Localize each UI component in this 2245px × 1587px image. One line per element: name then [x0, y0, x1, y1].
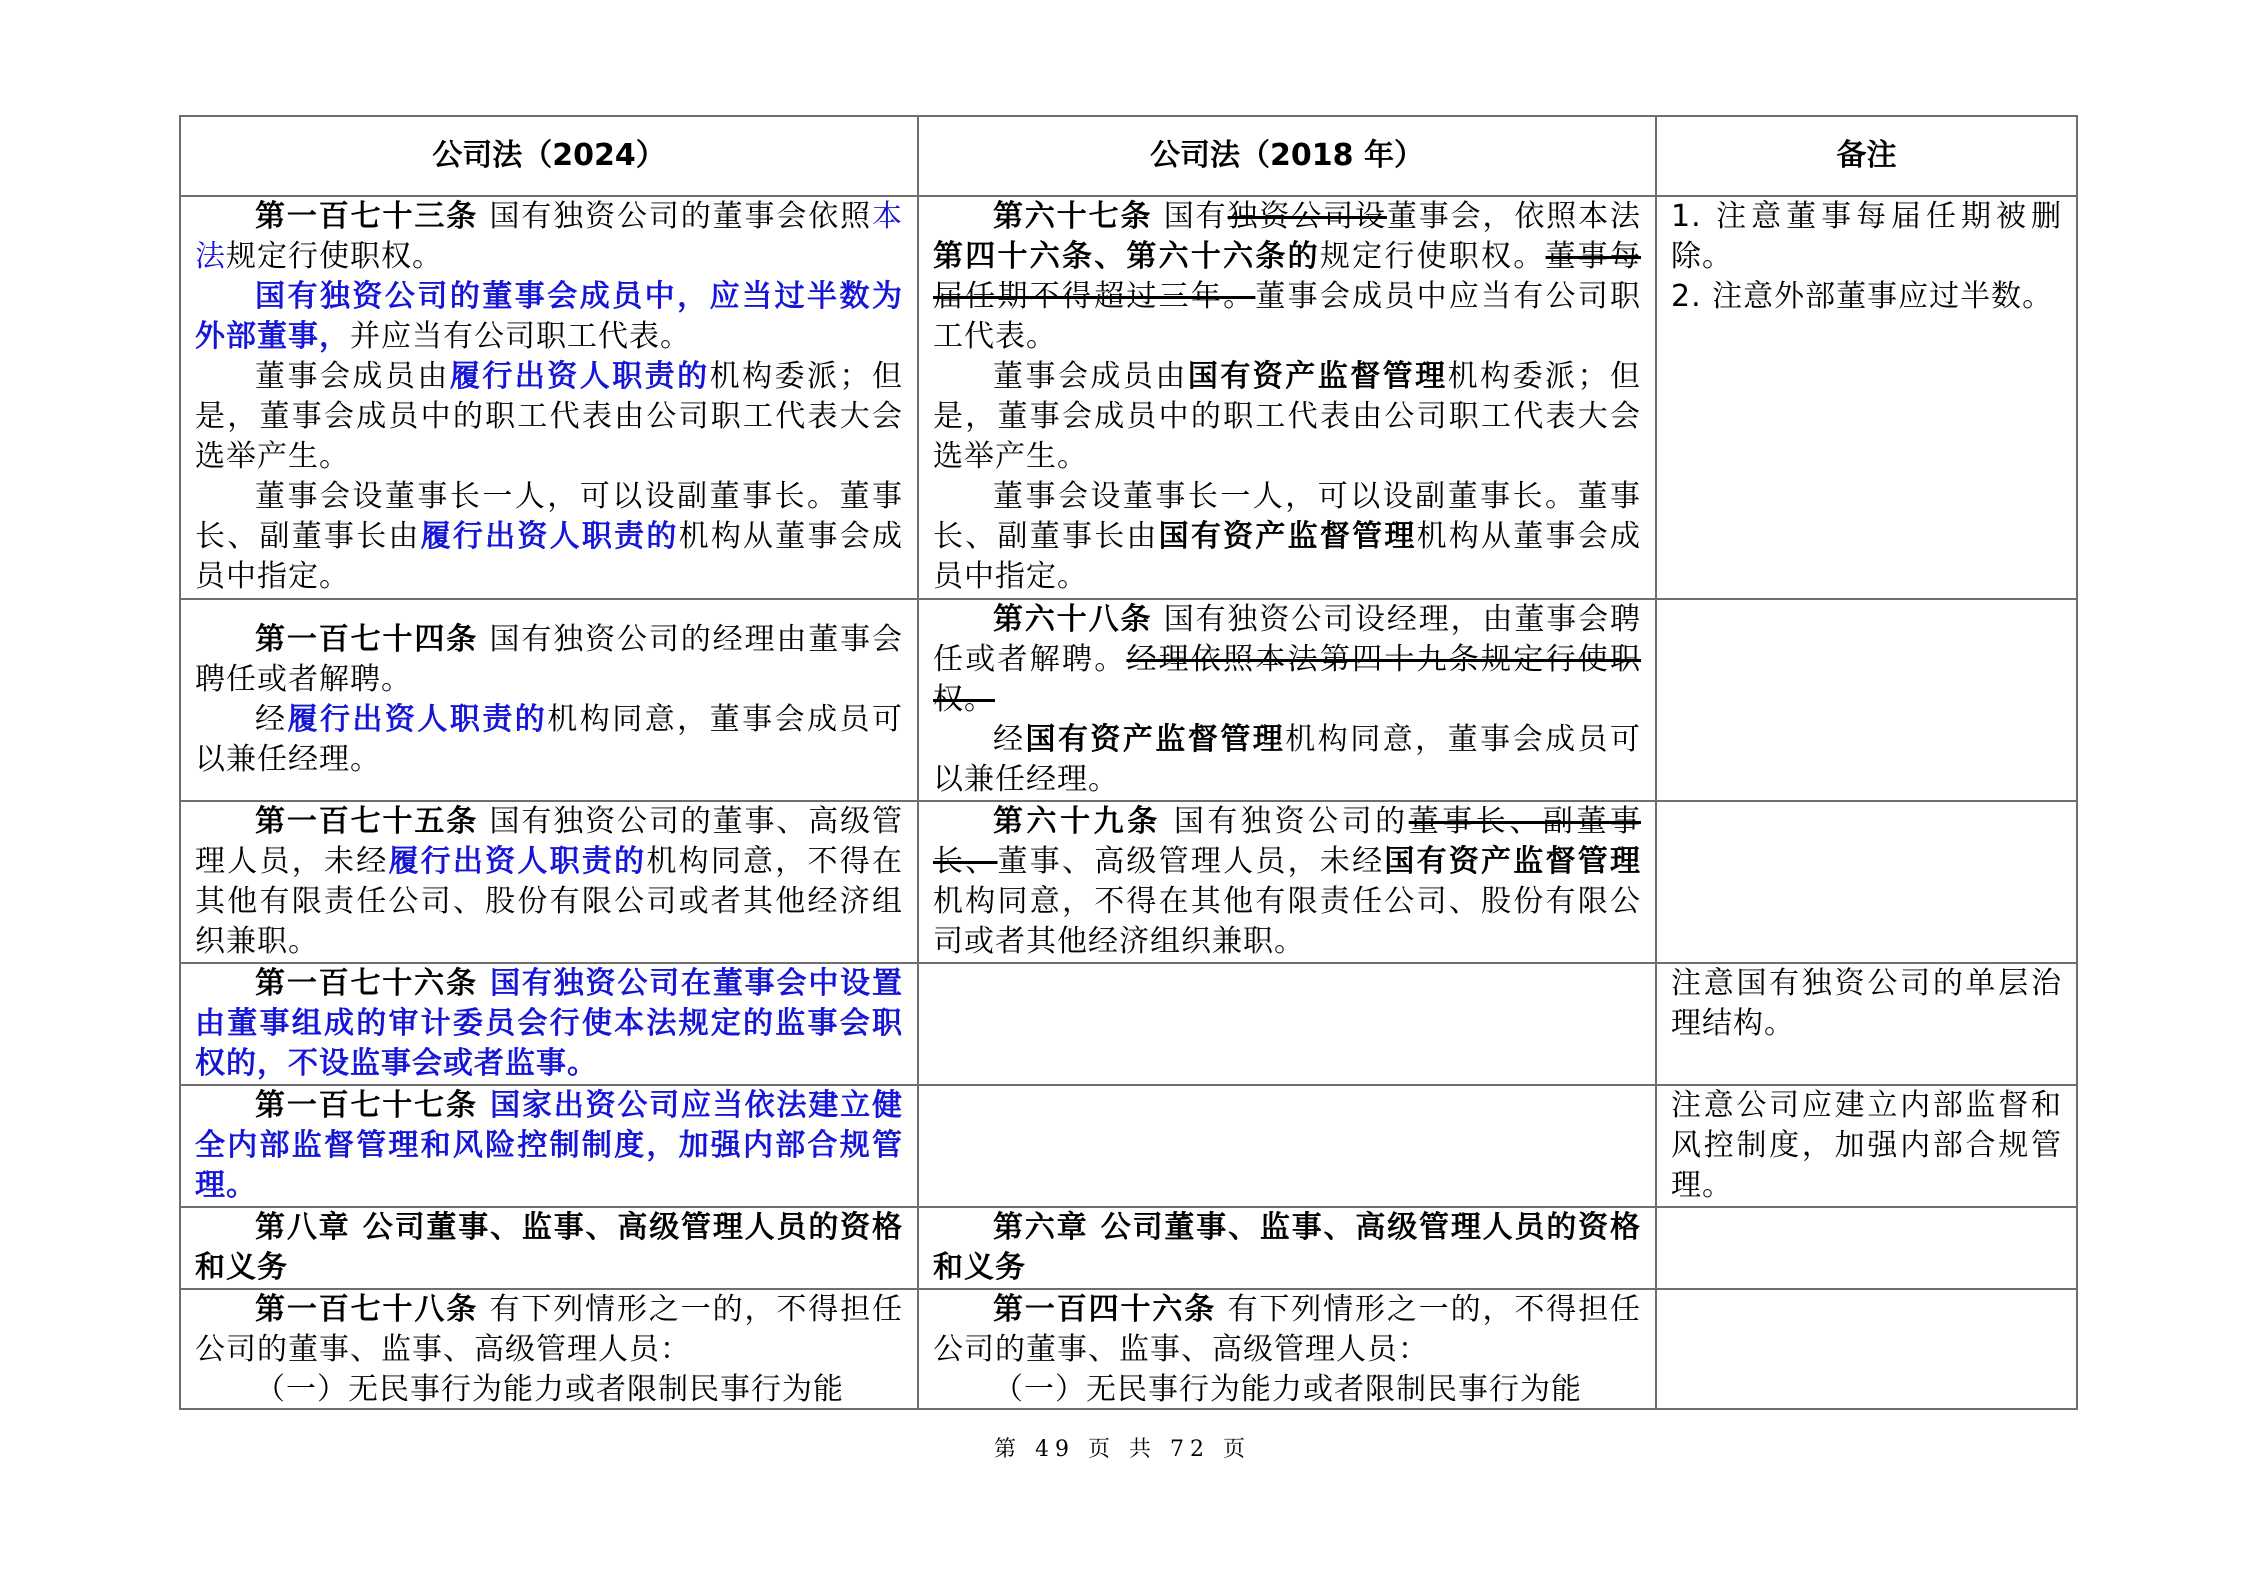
paragraph: [933, 357, 1641, 477]
deleted-text: 董事长、副董事长、: [933, 804, 1642, 879]
text: 并应当有公司职工代表。: [350, 319, 691, 354]
deleted-text: 独资公司设: [1227, 199, 1387, 234]
text: 有下列情形之一的，不得担任公司的董事、监事、高级管理人员：: [933, 1292, 1641, 1367]
cell-notes: [1656, 1207, 2077, 1289]
paragraph: [195, 197, 903, 277]
table-row: [180, 196, 2077, 599]
cell-2024: [180, 963, 918, 1085]
text: 董事会成员由: [255, 359, 450, 394]
cell-2018: [918, 1207, 1656, 1289]
cell-2024: [180, 599, 918, 801]
chapter-heading: 第八章 公司董事、监事、高级管理人员的资格和义务: [195, 1210, 903, 1285]
text: 规定行使职权。: [226, 239, 443, 274]
cell-notes: [1656, 963, 2077, 1085]
paragraph: [195, 357, 903, 477]
article-number: 第一百四十六条: [993, 1292, 1217, 1327]
text: 经: [255, 702, 288, 737]
cell-notes: [1656, 599, 2077, 801]
added-text: 国有独资公司在董事会中设置由董事组成的审计委员会行使本法规定的监事会职权的，不设监事会或者监事。: [195, 966, 903, 1081]
paragraph: （一）无民事行为能力或者限制民事行为能: [993, 1372, 1582, 1407]
text: 机构同意，不得在其他有限责任公司、股份有限公司或者其他经济组织兼职。: [933, 884, 1641, 959]
table-row: [180, 1085, 2077, 1207]
changed-text: 履行出资人职责的: [420, 519, 679, 554]
text: 国有独资公司的经理由董事会聘任或者解聘。: [195, 622, 903, 697]
text: 机构委派；但是，董事会成员中的职工代表由公司职工代表大会选举产生。: [933, 359, 1642, 474]
changed-text: 履行出资人职责的: [388, 844, 647, 879]
paragraph: [195, 700, 903, 780]
changed-text: 国有资产监督管理: [1025, 722, 1286, 757]
table-header-row: [180, 116, 2077, 196]
added-text: 国有独资公司的董事会成员中，应当过半数为外部董事，: [195, 279, 903, 354]
text: 董事会设董事长一人，可以设副董事长。董事长、副董事长由: [933, 479, 1641, 554]
changed-text: 国有资产监督管理: [1187, 359, 1448, 394]
cell-2024: [180, 1085, 918, 1207]
paragraph: [195, 477, 903, 597]
note-item: 注意国有独资公司的单层治理结构。: [1671, 966, 2062, 1041]
cell-2024: [180, 196, 918, 599]
article-number: 第六十九条: [993, 804, 1161, 839]
text: 国有独资公司的: [1160, 804, 1409, 839]
paragraph: [933, 600, 1641, 720]
header-2024: 公司法（2024）: [180, 116, 918, 196]
paragraph: （一）无民事行为能力或者限制民事行为能: [255, 1372, 844, 1407]
cell-notes: [1656, 1085, 2077, 1207]
cell-2018: [918, 801, 1656, 963]
cell-2018: [918, 1085, 1656, 1207]
cell-2018: [918, 599, 1656, 801]
changed-text: 国有资产监督管理: [1158, 519, 1417, 554]
text: 国有独资公司的董事会依照: [478, 199, 872, 234]
comparison-table: [179, 115, 2078, 1410]
table-row: [180, 1289, 2077, 1409]
paragraph: [195, 620, 903, 700]
cell-2018: [918, 1289, 1656, 1409]
paragraph: [933, 720, 1641, 800]
article-number: 第六十七条: [993, 199, 1153, 234]
deleted-text: 董事每届任期不得超过三年。: [933, 239, 1642, 314]
cell-2024: [180, 1289, 918, 1409]
cell-notes: [1656, 1289, 2077, 1409]
cell-2018: [918, 196, 1656, 599]
paragraph: [933, 197, 1641, 357]
text: 董事会成员由: [993, 359, 1188, 394]
paragraph: [195, 1290, 903, 1370]
changed-text: 第四十六条、第六十六条的: [933, 239, 1320, 274]
paragraph: [195, 964, 903, 1084]
changed-text: 国有资产监督管理: [1384, 844, 1642, 879]
paragraph: [933, 802, 1641, 962]
article-number: 第一百七十八条: [255, 1292, 479, 1327]
article-number: 第一百七十五条: [255, 804, 479, 839]
text: 国有: [1152, 199, 1228, 234]
text: 机构从董事会成员中指定。: [195, 519, 904, 594]
page-footer: 第 49 页 共 72 页: [994, 1437, 1251, 1462]
text: 董事、高级管理人员，未经: [997, 844, 1385, 879]
text: 国有独资公司的董事、高级管理人员，未经: [195, 804, 903, 879]
text: 机构从董事会成员中指定。: [933, 519, 1642, 594]
changed-text: 本法: [195, 199, 903, 274]
text: 国有独资公司设经理，由董事会聘任或者解聘。: [933, 602, 1642, 677]
changed-text: 履行出资人职责的: [449, 359, 710, 394]
cell-2024: [180, 1207, 918, 1289]
text: 机构同意，董事会成员可以兼任经理。: [933, 722, 1642, 797]
paragraph: [195, 1086, 903, 1206]
paragraph: [195, 277, 903, 357]
text: 董事会成员中应当有公司职工代表。: [933, 279, 1642, 354]
cell-2024: [180, 801, 918, 963]
note-item: 注意公司应建立内部监督和风控制度，加强内部合规管理。: [1671, 1088, 2062, 1203]
text: 董事会设董事长一人，可以设副董事长。董事长、副董事长由: [195, 479, 903, 554]
cell-notes: [1656, 196, 2077, 599]
added-text: 国家出资公司应当依法建立健全内部监督管理和风险控制制度，加强内部合规管理。: [195, 1088, 903, 1203]
changed-text: 履行出资人职责的: [287, 702, 548, 737]
text: 规定行使职权。: [1319, 239, 1546, 274]
paragraph: [933, 477, 1641, 597]
text: 有下列情形之一的，不得担任公司的董事、监事、高级管理人员：: [195, 1292, 903, 1367]
article-number: 第一百七十七条: [255, 1088, 478, 1123]
text: 董事会，依照本法: [1386, 199, 1642, 234]
article-number: 第六十八条: [993, 602, 1153, 637]
text: 机构同意，董事会成员可以兼任经理。: [195, 702, 904, 777]
text: 经: [993, 722, 1026, 757]
table-row: [180, 599, 2077, 801]
header-notes: 备注: [1656, 116, 2077, 196]
text: 机构委派；但是，董事会成员中的职工代表由公司职工代表大会选举产生。: [195, 359, 904, 474]
paragraph: [195, 802, 903, 962]
cell-notes: [1656, 801, 2077, 963]
article-number: 第一百七十三条: [255, 199, 479, 234]
deleted-text: 经理依照本法第四十九条规定行使职权。: [933, 642, 1642, 717]
header-2018: 公司法（2018 年）: [918, 116, 1656, 196]
article-number: 第一百七十六条: [255, 966, 478, 1001]
table-row: [180, 801, 2077, 963]
table-row: [180, 963, 2077, 1085]
note-item: 1. 注意董事每届任期被删除。: [1671, 199, 2062, 274]
note-item: 2. 注意外部董事应过半数。: [1671, 279, 2054, 314]
paragraph: [933, 1290, 1641, 1370]
chapter-heading: 第六章 公司董事、监事、高级管理人员的资格和义务: [933, 1210, 1641, 1285]
table-row: [180, 1207, 2077, 1289]
article-number: 第一百七十四条: [255, 622, 479, 657]
cell-2018: [918, 963, 1656, 1085]
text: 机构同意，不得在其他有限责任公司、股份有限公司或者其他经济组织兼职。: [195, 844, 904, 959]
